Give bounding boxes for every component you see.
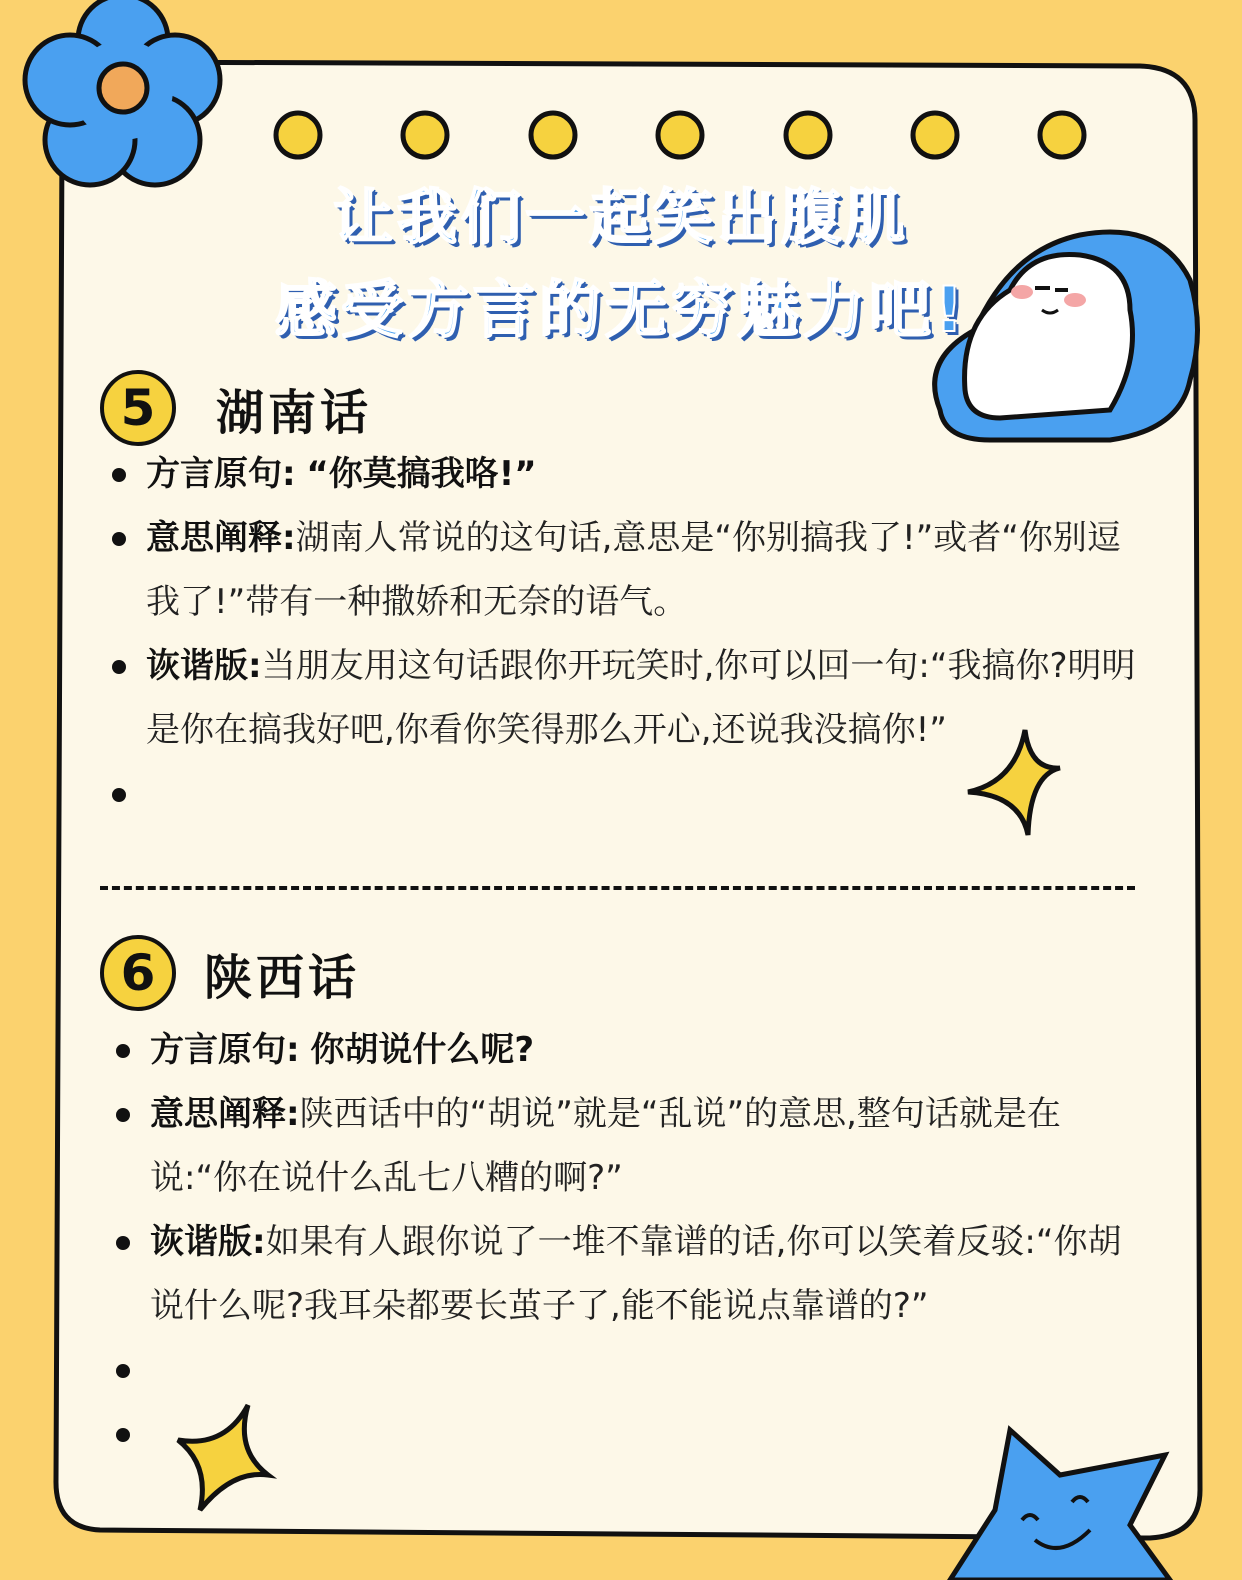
list-item-empty (108, 762, 1138, 826)
list-item: 意思阐释:陕西话中的“胡说”就是“乱说”的意思,整句话就是在说:“你在说什么乱七八糟的啊?” (112, 1082, 1142, 1210)
list-item-empty (112, 1402, 1142, 1466)
section-list-hunan (108, 442, 1138, 826)
section-number-badge: 5 (100, 370, 176, 446)
list-item: 诙谐版:如果有人跟你说了一堆不靠谱的话,你可以笑着反驳:“你胡说什么呢?我耳朵都要长茧子了,能不能说点靠谱的?” (112, 1210, 1142, 1338)
title-line-1: 让我们一起笑出腹肌 (333, 183, 909, 253)
dashed-divider (100, 886, 1135, 890)
section-title: 湖南话 (216, 384, 373, 441)
list-item: 诙谐版:当朋友用这句话跟你开玩笑时,你可以回一句:“我搞你?明明是你在搞我好吧,你看你笑得那么开心,还说我没搞你!” (108, 634, 1138, 762)
list-item: 意思阐释:湖南人常说的这句话,意思是“你别搞我了!”或者“你别逗我了!”带有一种撒娇和无奈的语气。 (108, 506, 1138, 634)
section-header-shaanxi (100, 935, 360, 1011)
list-item: 方言原句: “你莫搞我咯!” (108, 442, 1138, 506)
flower-icon (25, 0, 220, 185)
list-item: 方言原句: 你胡说什么呢? (112, 1018, 1142, 1082)
list-item-empty (112, 1338, 1142, 1402)
section-header-hunan (100, 370, 372, 446)
section-title: 陕西话 (204, 949, 361, 1006)
title-line-2: 感受方言的无穷魅力吧! (274, 273, 968, 346)
section-list-shaanxi (112, 1018, 1142, 1466)
section-number-badge: 6 (100, 935, 176, 1011)
